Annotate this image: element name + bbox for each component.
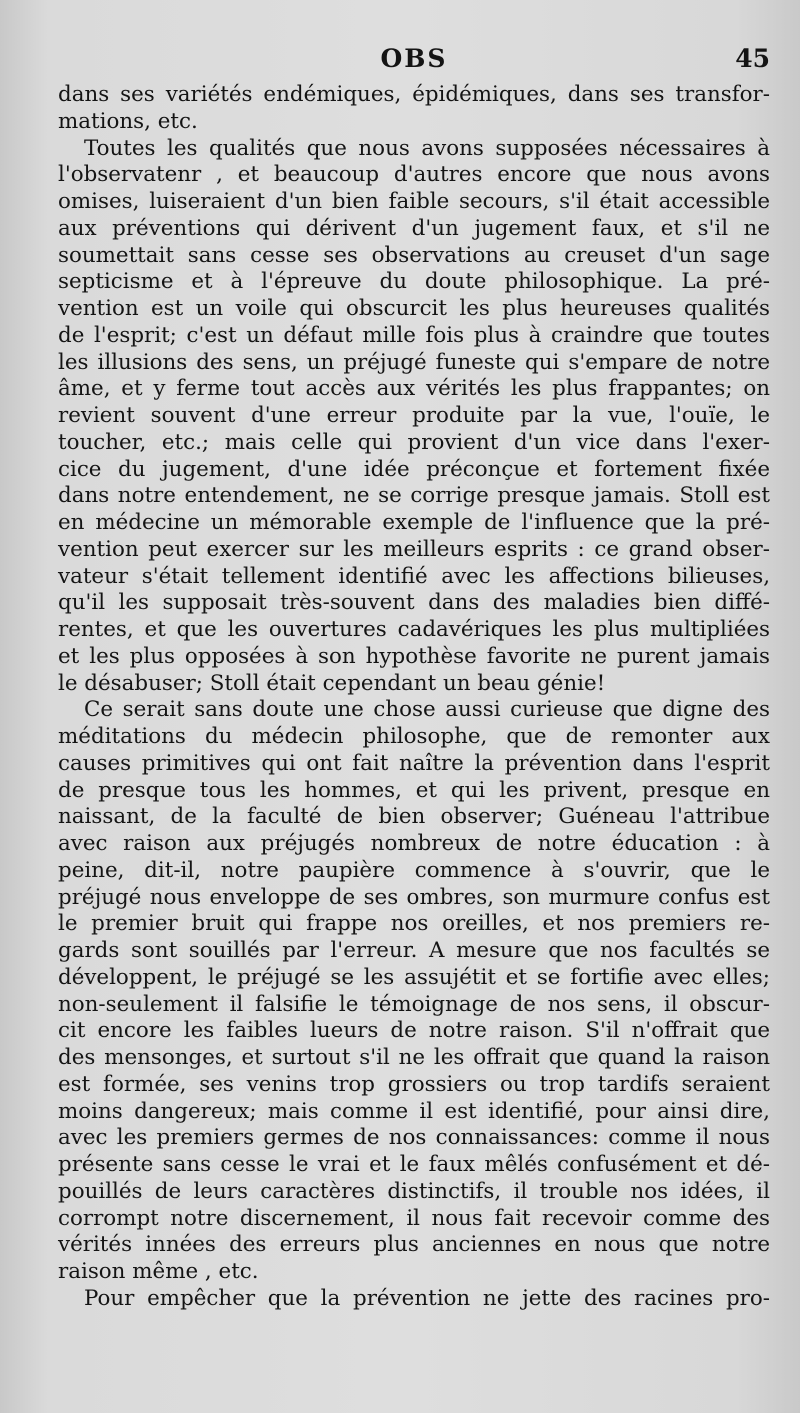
text-line: raison même , etc. — [58, 1259, 259, 1284]
text-line: Pour empêcher que la prévention ne jette des racines pro- — [84, 1285, 770, 1311]
text-line: revient souvent d'une erreur produite par la vue, l'ouïe, le — [58, 403, 770, 428]
text-line: développent, le préjugé se les assujétit et se fortifie avec elles; — [58, 964, 770, 990]
text-line: mations, etc. — [58, 108, 198, 134]
text-line: septicisme et à l'épreuve du doute philosophique. La pré- — [58, 269, 770, 295]
text-line: avec raison aux préjugés nombreux de notre éducation : à — [58, 831, 770, 856]
text-line: qu'il les supposait très-souvent dans des maladies bien diffé- — [58, 590, 770, 616]
text-line: vateur s'était tellement identifié avec les affections bilieuses, — [58, 563, 770, 589]
text-line: de presque tous les hommes, et qui les privent, presque en — [58, 777, 770, 803]
text-line: soumettait sans cesse ses observations au creuset d'un sage — [58, 242, 770, 268]
text-line: vérités innées des erreurs plus anciennes en nous que notre — [58, 1232, 770, 1258]
text-line: corrompt notre discernement, il nous fait recevoir comme des — [58, 1205, 770, 1231]
text-line: pouillés de leurs caractères distinctifs, il trouble nos idées, il — [58, 1178, 770, 1204]
text-line: non-seulement il falsifie le témoignage de nos sens, il obscur- — [58, 991, 770, 1017]
text-line: Toutes les qualités que nous avons supposées nécessaires à — [84, 135, 770, 161]
text-line: les illusions des sens, un préjugé funeste qui s'empare de notre — [58, 349, 770, 375]
text-line: méditations du médecin philosophe, que de remonter aux — [58, 724, 770, 749]
text-line: vention est un voile qui obscurcit les plus heureuses qualités — [58, 296, 770, 321]
text-line: naissant, de la faculté de bien observer; Guéneau l'attribue — [58, 804, 770, 830]
page-number: 45 — [735, 44, 770, 73]
text-line: dans notre entendement, ne se corrige presque jamais. Stoll est — [58, 483, 770, 509]
running-head: OBS — [380, 44, 448, 73]
text-line: dans ses variétés endémiques, épidémiques, dans ses transfor- — [58, 82, 770, 107]
text-line: moins dangereux; mais comme il est identifié, pour ainsi dire, — [58, 1098, 770, 1124]
text-line: le premier bruit qui frappe nos oreilles, et nos premiers re- — [58, 911, 770, 937]
paragraph — [58, 82, 770, 136]
text-line: cit encore les faibles lueurs de notre raison. S'il n'offrait que — [58, 1018, 770, 1044]
paragraph — [58, 697, 770, 1286]
text-line: des mensonges, et surtout s'il ne les offrait que quand la raison — [58, 1045, 770, 1070]
text-line: l'observatenr , et beaucoup d'autres encore que nous avons — [58, 162, 770, 188]
text-line: et les plus opposées à son hypothèse favorite ne purent jamais — [58, 643, 770, 669]
paragraph — [58, 136, 770, 698]
text-line: de l'esprit; c'est un défaut mille fois plus à craindre que toutes — [58, 322, 770, 348]
paragraph — [58, 1286, 770, 1313]
text-line: en médecine un mémorable exemple de l'influence que la pré- — [58, 510, 770, 535]
page-header — [58, 44, 770, 80]
text-line: avec les premiers germes de nos connaissances: comme il nous — [58, 1125, 770, 1151]
text-line: rentes, et que les ouvertures cadavériques les plus multipliées — [58, 617, 770, 642]
text-line: omises, luiseraient d'un bien faible secours, s'il était accessible — [58, 189, 770, 214]
text-line: présente sans cesse le vrai et le faux mêlés confusément et dé- — [58, 1152, 770, 1177]
text-line: le désabuser; Stoll était cependant un beau génie! — [58, 670, 606, 696]
text-line: peine, dit-il, notre paupière commence à s'ouvrir, que le — [58, 857, 770, 883]
text-line: est formée, ses venins trop grossiers ou trop tardifs seraient — [58, 1071, 770, 1097]
text-line: vention peut exercer sur les meilleurs esprits : ce grand obser- — [58, 536, 770, 562]
text-line: âme, et y ferme tout accès aux vérités les plus frappantes; on — [58, 376, 770, 402]
text-line: gards sont souillés par l'erreur. A mesure que nos facultés se — [58, 938, 770, 963]
text-line: préjugé nous enveloppe de ses ombres, son murmure confus est — [58, 884, 770, 910]
body-text — [58, 82, 770, 1313]
text-line: Ce serait sans doute une chose aussi curieuse que digne des — [84, 697, 770, 723]
text-line: causes primitives qui ont fait naître la prévention dans l'esprit — [58, 750, 770, 776]
text-line: aux préventions qui dérivent d'un jugement faux, et s'il ne — [58, 215, 770, 241]
text-line: toucher, etc.; mais celle qui provient d'un vice dans l'exer- — [58, 429, 770, 455]
text-line: cice du jugement, d'une idée préconçue et fortement fixée — [58, 456, 770, 482]
